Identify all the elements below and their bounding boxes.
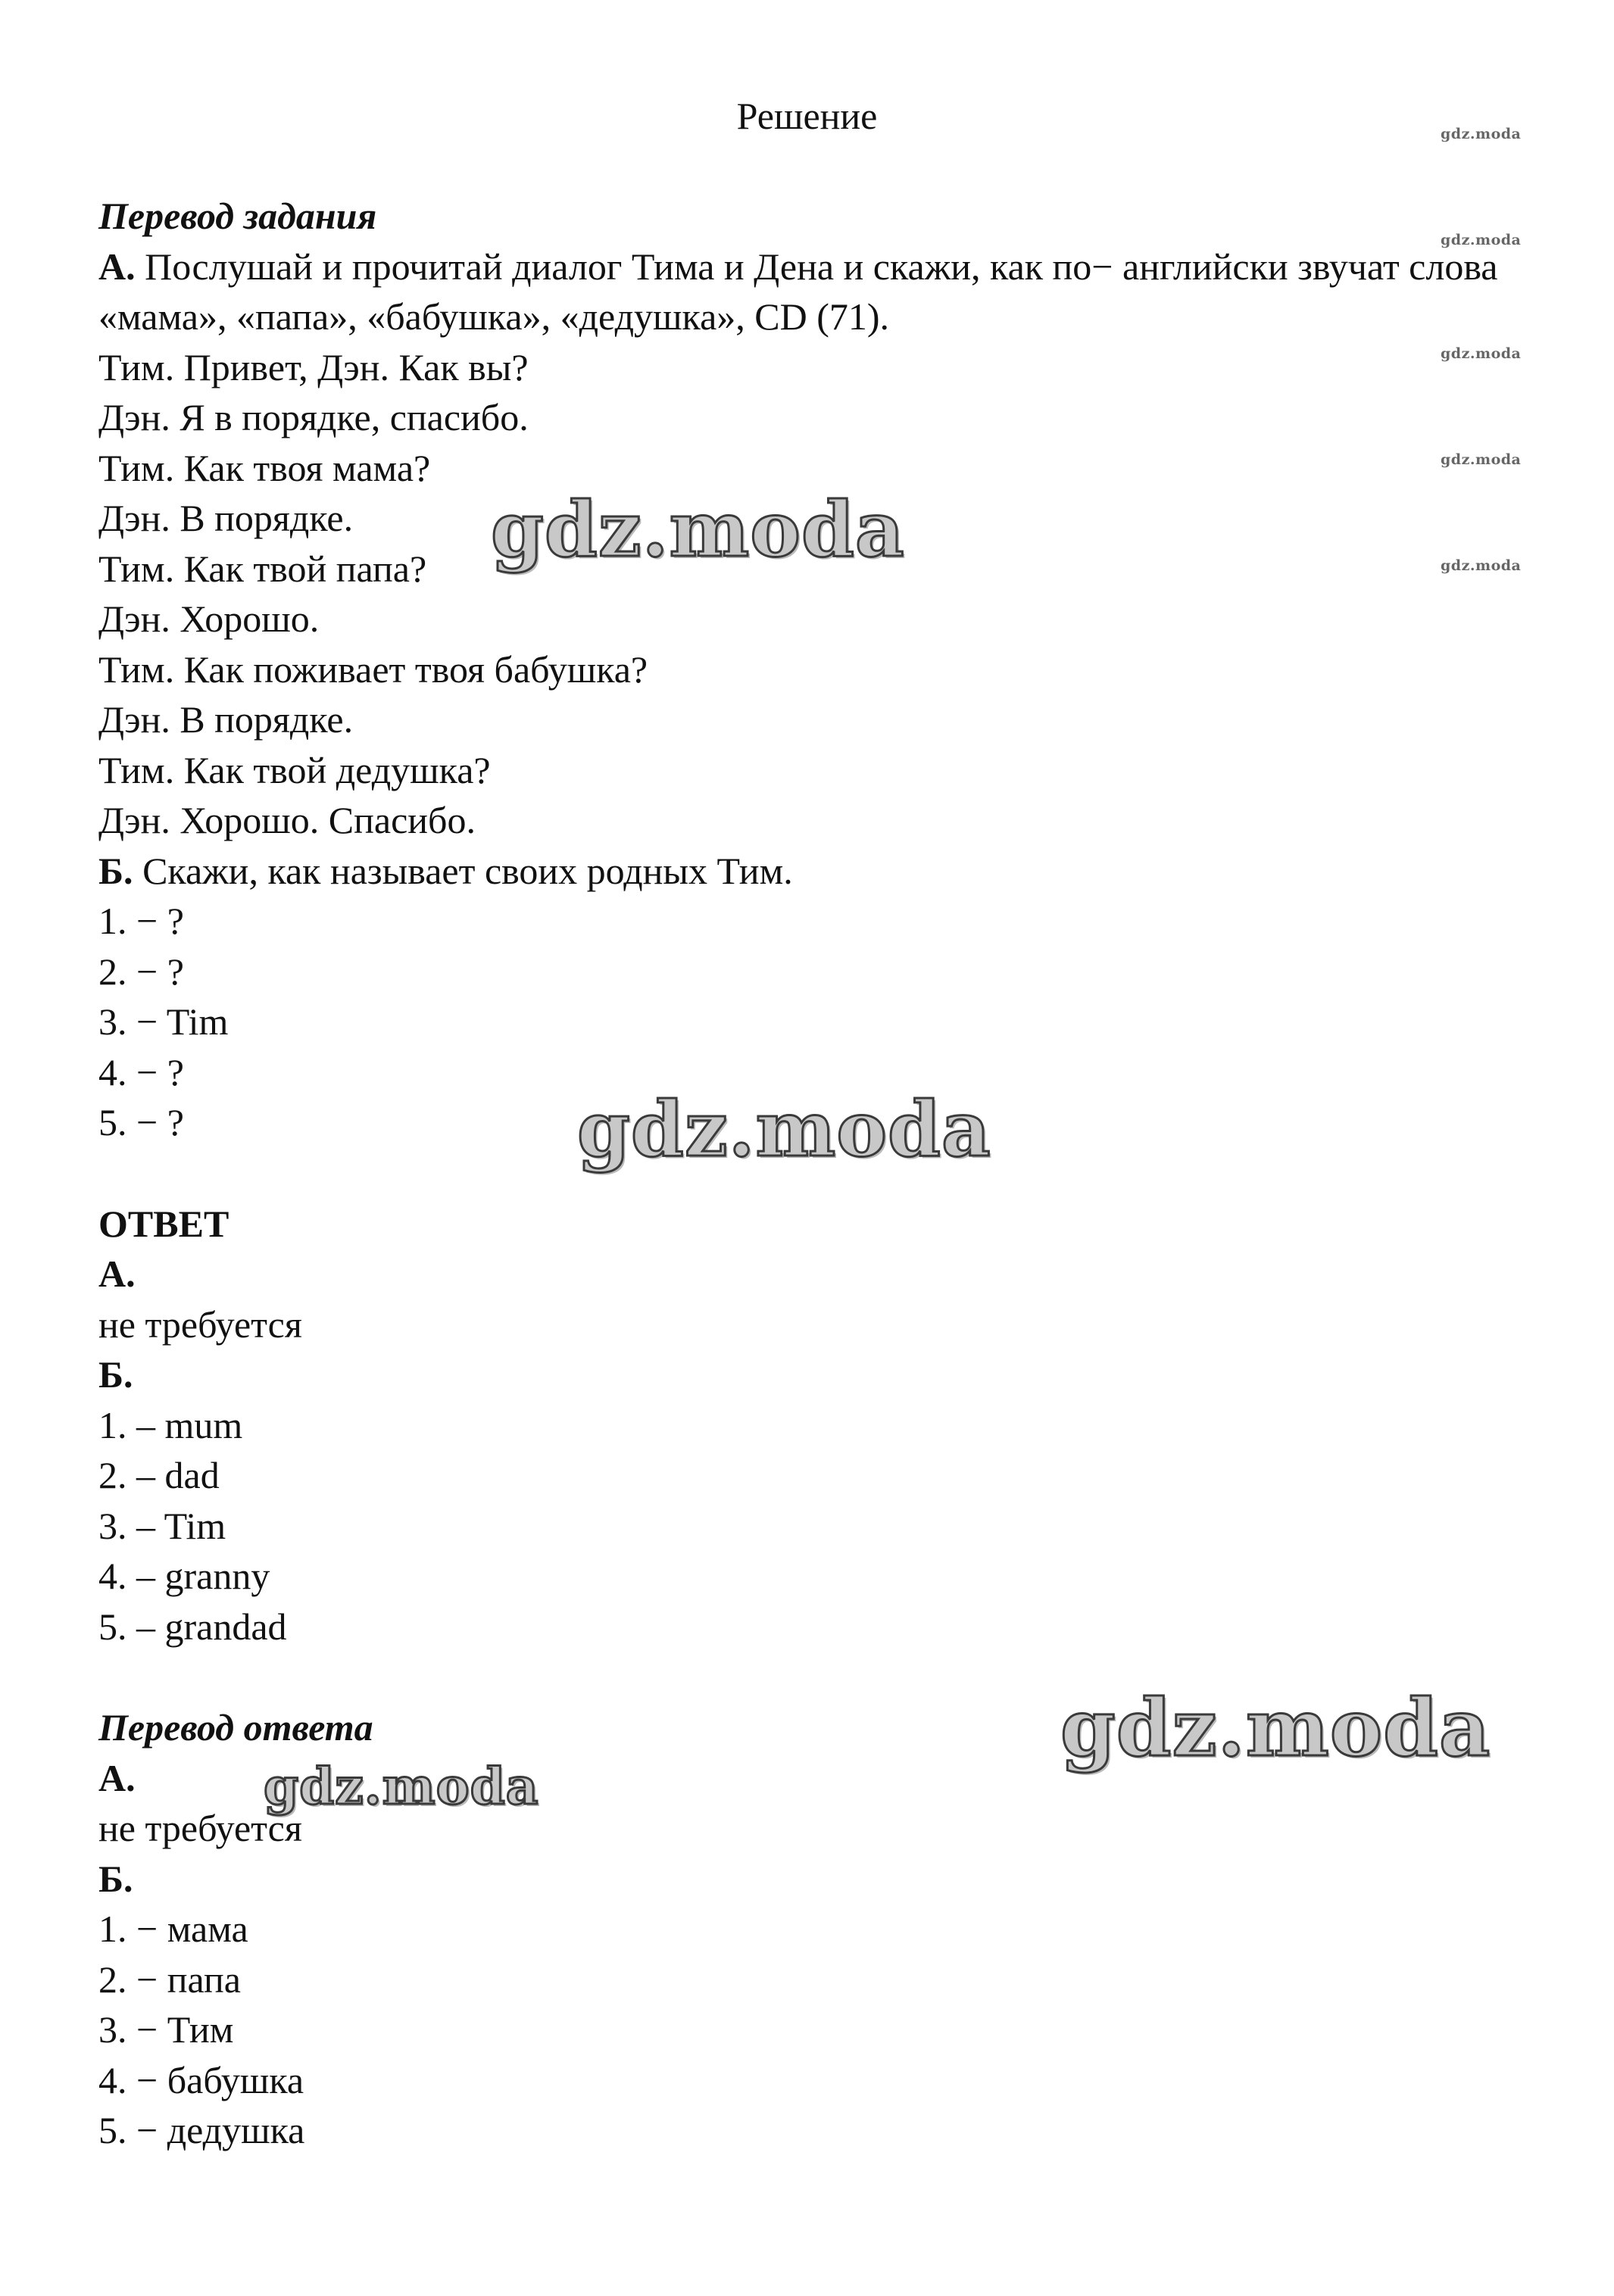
dialogue-line: Дэн. Я в порядке, спасибо. bbox=[98, 396, 529, 438]
part-a-label: А. bbox=[98, 245, 136, 288]
dialogue-line: Дэн. В порядке. bbox=[98, 698, 354, 741]
part-b-text: Скажи, как называет своих родных Тим. bbox=[142, 849, 793, 892]
answer-section bbox=[98, 1199, 1530, 1652]
dialogue-line: Тим. Как твой папа? bbox=[98, 547, 427, 590]
list-item: 1. − ? bbox=[98, 900, 184, 942]
answer-heading: ОТВЕТ bbox=[98, 1202, 229, 1245]
watermark-large: gdz.moda bbox=[1060, 1681, 1491, 1774]
task-translation-heading: Перевод задания bbox=[98, 195, 377, 237]
watermark-small: gdz.moda bbox=[1441, 345, 1522, 362]
list-item: 2. – dad bbox=[98, 1454, 220, 1496]
watermark-small: gdz.moda bbox=[1441, 126, 1522, 142]
answer-translation-part-b-label: Б. bbox=[98, 1857, 133, 1900]
list-item: 2. − ? bbox=[98, 950, 184, 993]
list-item: 3. – Tim bbox=[98, 1504, 226, 1547]
list-item: 4. − бабушка bbox=[98, 2058, 304, 2101]
dialogue-line: Тим. Как твоя мама? bbox=[98, 446, 431, 489]
part-a-instruction bbox=[98, 242, 1530, 342]
answer-part-a-text: не требуется bbox=[98, 1302, 302, 1346]
watermark-small: gdz.moda bbox=[1441, 557, 1522, 574]
answer-translation-part-a-text: не требуется bbox=[98, 1807, 302, 1849]
dialogue-line: Дэн. Хорошо. Спасибо. bbox=[98, 799, 476, 841]
dialogue-line: Дэн. Хорошо. bbox=[98, 597, 320, 640]
list-item: 2. − папа bbox=[98, 1958, 241, 2001]
list-item: 1. − мама bbox=[98, 1908, 248, 1950]
list-item: 3. − Tim bbox=[98, 1000, 229, 1043]
answer-part-b-label: Б. bbox=[98, 1353, 133, 1396]
list-item: 5. − ? bbox=[98, 1101, 184, 1143]
answer-translation-heading: Перевод ответа bbox=[98, 1706, 373, 1749]
dialogue-line: Дэн. В порядке. bbox=[98, 497, 354, 539]
dialogue-line: Тим. Как поживает твоя бабушка? bbox=[98, 647, 648, 691]
answer-part-a-label: А. bbox=[98, 1253, 136, 1295]
watermark-small: gdz.moda bbox=[1441, 451, 1522, 468]
watermark-small: gdz.moda bbox=[1441, 232, 1522, 248]
part-b-label: Б. bbox=[98, 849, 133, 892]
dialogue-line: Тим. Как твой дедушка? bbox=[98, 748, 491, 791]
watermark-large: gdz.moda bbox=[264, 1757, 539, 1816]
answer-translation-part-a-label: А. bbox=[98, 1756, 136, 1799]
task-translation-section bbox=[98, 191, 1530, 1148]
watermark-large: gdz.moda bbox=[491, 485, 905, 574]
part-b-instruction bbox=[98, 846, 1530, 897]
list-item: 4. – granny bbox=[98, 1555, 270, 1597]
dialogue-line: Тим. Привет, Дэн. Как вы? bbox=[98, 345, 529, 388]
list-item: 4. − ? bbox=[98, 1050, 184, 1093]
list-item: 1. – mum bbox=[98, 1403, 243, 1446]
part-a-text: Послушай и прочитай диалог Тима и Дена и скажи, как по− английски звучат слова «мама», «папа», «бабушка», «дедушка», CD (71). bbox=[98, 245, 1498, 338]
watermark-large: gdz.moda bbox=[577, 1084, 991, 1174]
list-item: 5. − дедушка bbox=[98, 2109, 305, 2151]
list-item: 3. − Тим bbox=[98, 2008, 234, 2051]
page-title: Решение bbox=[736, 95, 878, 137]
list-item: 5. – grandad bbox=[98, 1605, 287, 1648]
